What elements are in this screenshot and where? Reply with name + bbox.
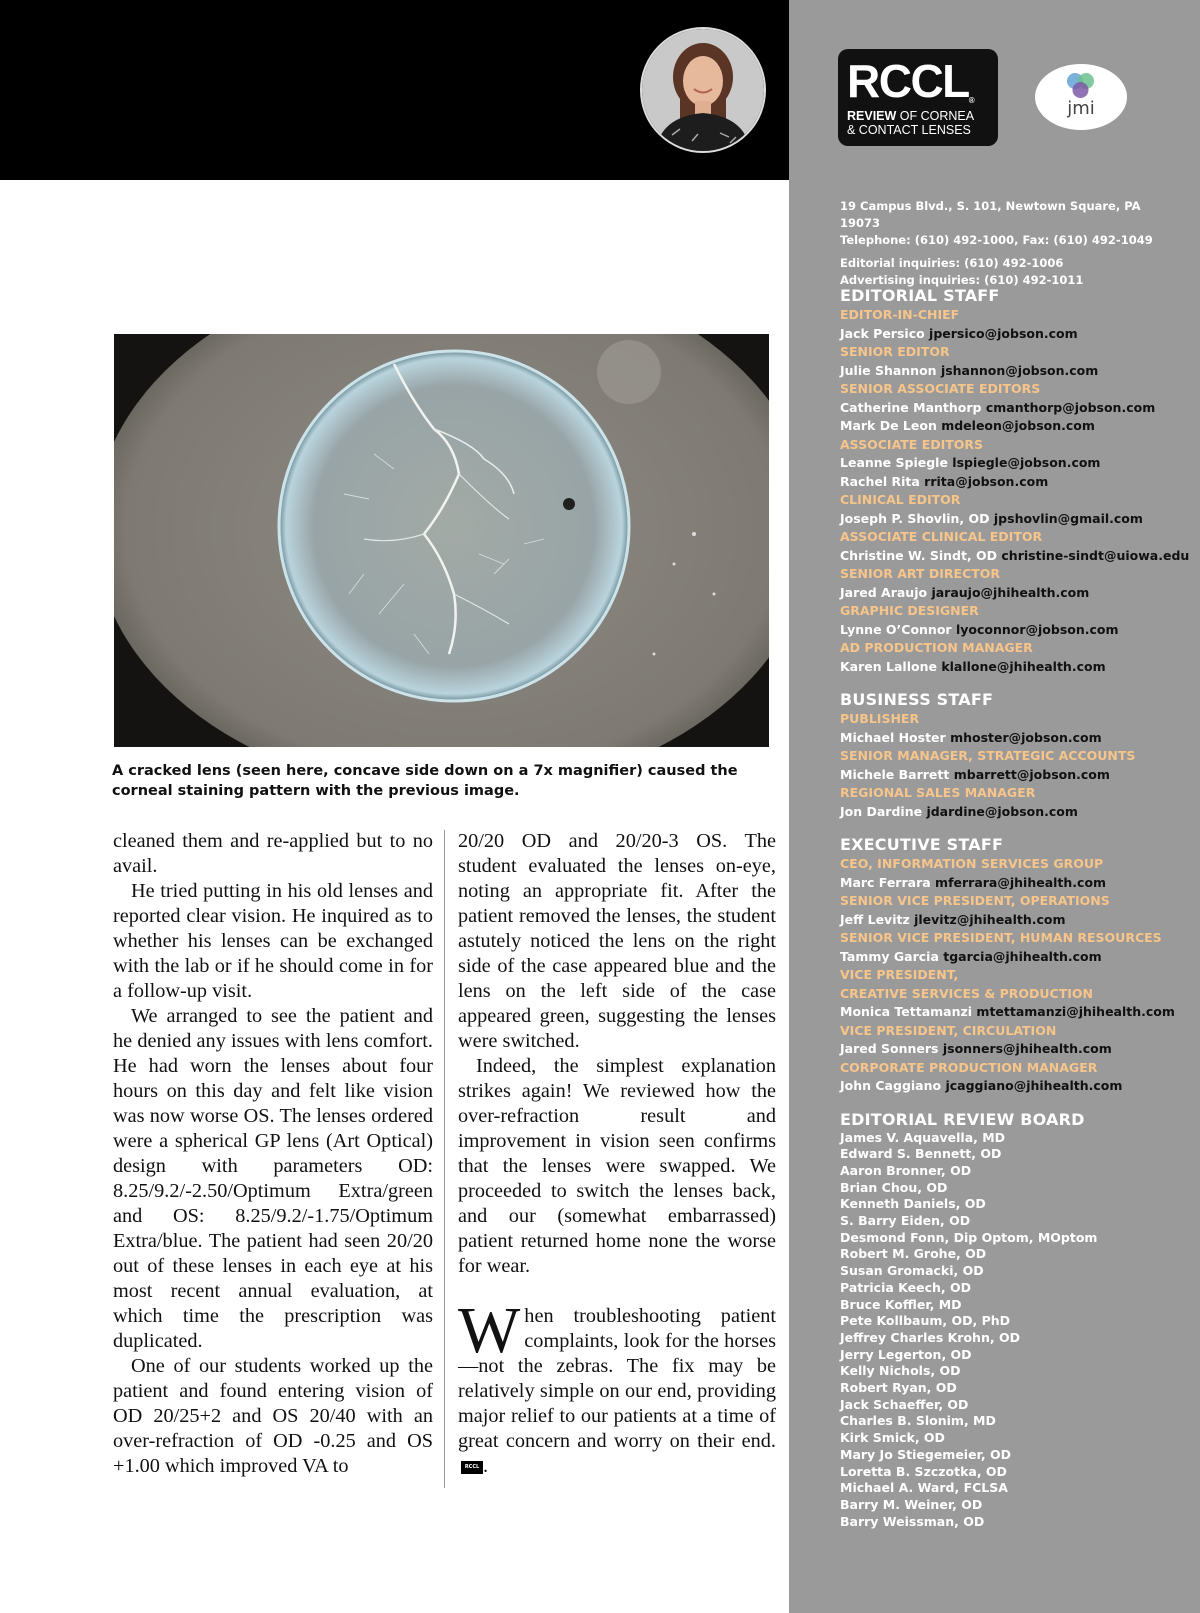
board-member: Jerry Legerton, OD <box>840 1346 972 1362</box>
advertising-inquiries: Advertising inquiries: (610) 492-1011 <box>840 273 1084 287</box>
staff-entry <box>840 362 1190 381</box>
staff-name: Jared Sonners <box>840 1041 939 1056</box>
board-member: Desmond Fonn, Dip Optom, MOptom <box>840 1229 1098 1245</box>
staff-role: CORPORATE PRODUCTION MANAGER <box>840 1059 1098 1075</box>
board-member: James V. Aquavella, MD <box>840 1129 1006 1145</box>
staff-role: PUBLISHER <box>840 711 920 726</box>
staff-email: jshannon@jobson.com <box>940 362 1099 378</box>
staff-name: Jack Persico <box>840 325 925 341</box>
staff-entry <box>840 399 1190 418</box>
staff-email: mferrara@jhihealth.com <box>935 874 1107 890</box>
logo-line2: & CONTACT LENSES <box>847 123 971 137</box>
staff-entry <box>840 473 1190 492</box>
staff-email: christine-sindt@uiowa.edu <box>1001 547 1190 563</box>
contact-block <box>840 198 1180 289</box>
staff-entry <box>840 658 1190 677</box>
rccl-logo <box>838 49 998 146</box>
board-member: Susan Gromacki, OD <box>840 1263 984 1279</box>
staff-email: rrita@jobson.com <box>924 473 1049 489</box>
jmi-logo <box>1035 64 1127 130</box>
staff-role: SENIOR ASSOCIATE EDITORS <box>840 381 1041 396</box>
phone-line: Telephone: (610) 492-1000, Fax: (610) 492-1049 <box>840 233 1153 247</box>
board-member: Robert Ryan, OD <box>840 1380 957 1396</box>
staff-entry <box>840 1003 1190 1022</box>
staff-email: klallone@jhihealth.com <box>941 658 1106 674</box>
staff-name: Tammy Garcia <box>840 948 939 964</box>
staff-name: John Caggiano <box>840 1078 942 1093</box>
staff-role: ASSOCIATE CLINICAL EDITOR <box>840 529 1043 544</box>
staff-email: cmanthorp@jobson.com <box>985 399 1156 415</box>
staff-name: Marc Ferrara <box>840 874 931 890</box>
staff-entry <box>840 621 1190 640</box>
staff-entry <box>840 874 1190 893</box>
staff-name: Leanne Spiegle <box>840 455 948 470</box>
staff-email: jdardine@jobson.com <box>926 803 1078 819</box>
staff-email: lyoconnor@jobson.com <box>955 621 1119 637</box>
figure-caption: A cracked lens (seen here, concave side down on a 7x magnifier) caused the corneal staining pattern with the previous image. <box>112 763 738 799</box>
staff-name: Monica Tettamanzi <box>840 1004 973 1019</box>
staff-email: jpersico@jobson.com <box>929 325 1078 341</box>
staff-name: Michele Barrett <box>840 766 950 782</box>
editorial-inquiries: Editorial inquiries: (610) 492-1006 <box>840 256 1064 270</box>
board-member: Aaron Bronner, OD <box>840 1162 972 1178</box>
staff-name: Jared Araujo <box>840 584 928 600</box>
board-member: Mary Jo Stiegemeier, OD <box>840 1446 1011 1462</box>
staff-entry <box>840 510 1190 529</box>
end-mark-icon: RCCL <box>461 1461 483 1474</box>
board-member: Pete Kollbaum, OD, PhD <box>840 1313 1011 1329</box>
drop-cap: W <box>458 1294 521 1367</box>
executive-staff-heading: EXECUTIVE STAFF <box>840 835 1004 854</box>
article-column-left <box>113 829 433 1479</box>
staff-role: SENIOR ART DIRECTOR <box>840 566 1001 581</box>
staff-entry <box>840 766 1190 785</box>
staff-email: jaraujo@jhihealth.com <box>931 584 1090 600</box>
board-member: S. Barry Eiden, OD <box>840 1213 971 1229</box>
staff-email: mhoster@jobson.com <box>950 729 1102 745</box>
board-member: Jeffrey Charles Krohn, OD <box>840 1329 1020 1345</box>
board-member: Brian Chou, OD <box>840 1179 948 1195</box>
business-staff-heading: BUSINESS STAFF <box>840 690 994 709</box>
editorial-staff-heading: EDITORIAL STAFF <box>840 286 1000 305</box>
staff-entry <box>840 729 1190 748</box>
staff-email: mtettamanzi@jhihealth.com <box>976 1004 1175 1019</box>
staff-name: Mark De Leon <box>840 418 937 433</box>
staff-role: SENIOR MANAGER, STRATEGIC ACCOUNTS <box>840 748 1136 763</box>
board-member: Kenneth Daniels, OD <box>840 1196 986 1212</box>
staff-name: Karen Lallone <box>840 658 937 674</box>
staff-email: mbarrett@jobson.com <box>953 766 1110 782</box>
staff-role: CREATIVE SERVICES & PRODUCTION <box>840 985 1093 1001</box>
board-member: Edward S. Bennett, OD <box>840 1146 1002 1162</box>
board-member: Barry Weissman, OD <box>840 1513 985 1529</box>
staff-email: tgarcia@jhihealth.com <box>943 948 1102 964</box>
staff-email: lspiegle@jobson.com <box>952 455 1101 470</box>
staff-name: Lynne O’Connor <box>840 621 952 637</box>
logo-line1-rest: OF CORNEA <box>896 109 975 123</box>
staff-role: AD PRODUCTION MANAGER <box>840 640 1033 655</box>
staff-email: jpshovlin@gmail.com <box>993 510 1143 526</box>
board-member: Bruce Koffler, MD <box>840 1296 962 1312</box>
column-divider <box>444 830 445 1488</box>
staff-list <box>840 286 1190 1530</box>
paragraph: cleaned them and re-applied but to no avail. <box>113 830 433 877</box>
staff-role: VICE PRESIDENT, <box>840 967 959 982</box>
board-member: Kirk Smick, OD <box>840 1430 945 1446</box>
address-line: 19 Campus Blvd., S. 101, Newtown Square, PA 19073 <box>840 199 1141 230</box>
jmi-logo-text: jmi <box>1067 98 1095 119</box>
staff-email: mdeleon@jobson.com <box>941 418 1095 433</box>
board-member: Charles B. Slonim, MD <box>840 1413 996 1429</box>
registered-mark: ® <box>968 96 974 105</box>
paragraph: One of our students worked up the patient and found entering vision of OD 20/25+2 and OS 20/40 with an over-refraction of OD -0.25 and OS +1.00 which improved VA to <box>113 1355 433 1477</box>
staff-role: GRAPHIC DESIGNER <box>840 603 979 618</box>
staff-role: ASSOCIATE EDITORS <box>840 436 984 452</box>
staff-role: VICE PRESIDENT, CIRCULATION <box>840 1022 1057 1038</box>
article-column-right <box>458 829 776 1479</box>
staff-role: SENIOR VICE PRESIDENT, OPERATIONS <box>840 893 1110 908</box>
staff-entry <box>840 454 1190 473</box>
paragraph: 20/20 OD and 20/20-3 OS. The student evaluated the lenses on-eye, noting an appropriate fit. After the patient removed the lenses, the student astutely noticed the lens on the right side of the case appeared blue and the lens on the left side of the case appeared green, suggesting the lenses were switched. <box>458 830 776 1052</box>
staff-role: SENIOR EDITOR <box>840 344 950 359</box>
logo-review-word: REVIEW <box>847 109 897 123</box>
staff-role: CEO, INFORMATION SERVICES GROUP <box>840 856 1104 871</box>
board-member: Michael A. Ward, FCLSA <box>840 1480 1008 1496</box>
staff-email: jlevitz@jhihealth.com <box>914 911 1066 927</box>
staff-name: Michael Hoster <box>840 729 946 745</box>
review-board-list <box>840 1130 1190 1531</box>
staff-name: Rachel Rita <box>840 473 920 489</box>
staff-entry <box>840 1040 1190 1059</box>
staff-role: EDITOR-IN-CHIEF <box>840 307 960 322</box>
staff-name: Christine W. Sindt, OD <box>840 547 998 563</box>
staff-entry <box>840 325 1190 344</box>
editorial-staff-list <box>840 306 1190 676</box>
staff-role: REGIONAL SALES MANAGER <box>840 785 1036 800</box>
closing-text: hen troubleshooting patient complaints, look for the horses—not the zebras. The fix may be relatively simple on our end, providing major relief to our patients at a time of great concern and worry on their end. <box>458 1305 776 1452</box>
cracked-lens-photo <box>114 334 769 747</box>
staff-entry <box>840 547 1190 566</box>
executive-staff-list <box>840 855 1190 1096</box>
staff-entry <box>840 911 1190 930</box>
staff-name: Julie Shannon <box>840 362 937 378</box>
staff-entry <box>840 417 1190 436</box>
business-staff-list <box>840 710 1190 821</box>
staff-name: Jeff Levitz <box>840 911 910 927</box>
board-member: Jack Schaeffer, OD <box>840 1396 969 1412</box>
review-board-heading: EDITORIAL REVIEW BOARD <box>840 1109 1085 1129</box>
closing-paragraph <box>458 1294 776 1479</box>
paragraph: Indeed, the simplest explanation strikes again! We reviewed how the over-refraction result and improvement in vision seen confirms that the lenses were swapped. We proceeded to switch the lenses back, and our (somewhat embarrassed) patient returned home none the worse for wear. <box>458 1055 776 1277</box>
staff-name: Catherine Manthorp <box>840 399 982 415</box>
paragraph: We arranged to see the patient and he denied any issues with lens comfort. He had worn the lenses about four hours on this day and felt like vision was now worse OS. The lenses ordered were a spherical GP lens (Art Optical) design with parameters OD: 8.25/9.2/-2.50/Optimum Extra/green and OS: 8.25/9.2/-1.75/Optimum Extra/blue. The patient had seen 20/20 out of these lenses in each eye at his most recent annual evaluation, at which time the prescription was duplicated. <box>113 1005 433 1352</box>
staff-entry <box>840 1077 1190 1096</box>
rccl-logo-text: RCCL <box>847 55 969 107</box>
staff-entry <box>840 948 1190 967</box>
author-photo <box>640 27 766 153</box>
board-member: Patricia Keech, OD <box>840 1279 971 1295</box>
board-member: Loretta B. Szczotka, OD <box>840 1463 1007 1479</box>
staff-role: SENIOR VICE PRESIDENT, HUMAN RESOURCES <box>840 930 1162 945</box>
board-member: Robert M. Grohe, OD <box>840 1246 987 1262</box>
staff-entry <box>840 803 1190 822</box>
staff-name: Jon Dardine <box>840 803 923 819</box>
staff-role: CLINICAL EDITOR <box>840 492 961 507</box>
staff-entry <box>840 584 1190 603</box>
end-punctuation: . <box>483 1455 489 1477</box>
staff-email: jsonners@jhihealth.com <box>942 1041 1112 1056</box>
paragraph: He tried putting in his old lenses and reported clear vision. He inquired as to whether his lenses can be exchanged with the lab or if he should come in for a follow-up visit. <box>113 880 433 1002</box>
staff-email: jcaggiano@jhihealth.com <box>945 1078 1123 1093</box>
board-member: Kelly Nichols, OD <box>840 1363 961 1379</box>
staff-name: Joseph P. Shovlin, OD <box>840 510 990 526</box>
board-member: Barry M. Weiner, OD <box>840 1496 983 1512</box>
